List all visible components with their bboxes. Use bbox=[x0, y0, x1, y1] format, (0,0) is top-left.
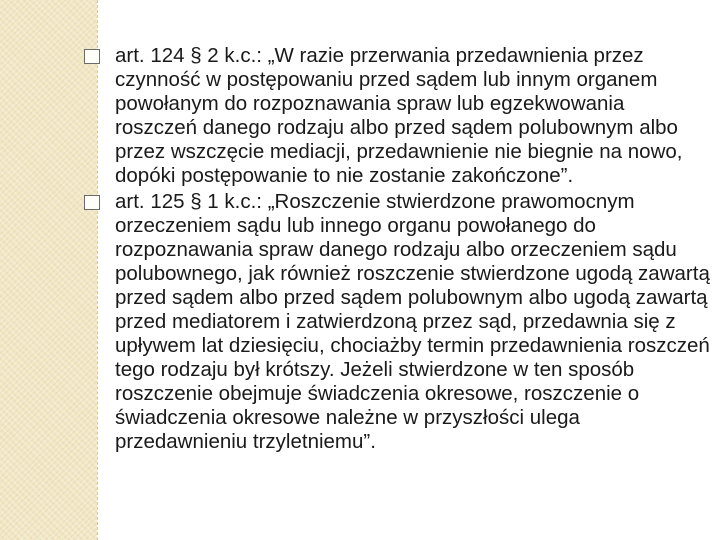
list-item-art-125 bbox=[112, 190, 712, 454]
slide-content bbox=[112, 44, 712, 456]
checkbox-square-icon bbox=[84, 195, 100, 210]
side-band-divider bbox=[97, 0, 98, 540]
decorative-side-band bbox=[0, 0, 97, 540]
checkbox-square-icon bbox=[84, 49, 100, 64]
list-item-text: art. 125 § 1 k.c.: „Roszczenie stwierdzone prawomocnym orzeczeniem sądu lub innego organu powołanego do rozpoznawania spraw danego rodzaju albo orzeczeniem sądu polubownego, jak również roszczenie stwierdzone ugodą zawartą przed sądem albo przed sądem polubownym albo ugodą zawartą przed mediatorem i zatwierdzoną przez sąd, przedawnia się z upływem lat dziesięciu, chociażby termin przedawnienia roszczeń tego rodzaju był krótszy. Jeżeli stwierdzone w ten sposób roszczenie obejmuje świadczenia okresowe, roszczenie o świadczenia okresowe należne w przyszłości ulega przedawnieniu trzyletniemu”. bbox=[115, 190, 710, 453]
list-item-art-124 bbox=[112, 44, 712, 188]
list-item-text: art. 124 § 2 k.c.: „W razie przerwania przedawnienia przez czynność w postępowaniu przed sądem lub innym organem powołanym do rozpoznawania spraw lub egzekwowania roszczeń danego rodzaju albo przed sądem polubownym albo przez wszczęcie mediacji, przedawnienie nie biegnie na nowo, dopóki postępowanie to nie zostanie zakończone”. bbox=[115, 44, 683, 187]
